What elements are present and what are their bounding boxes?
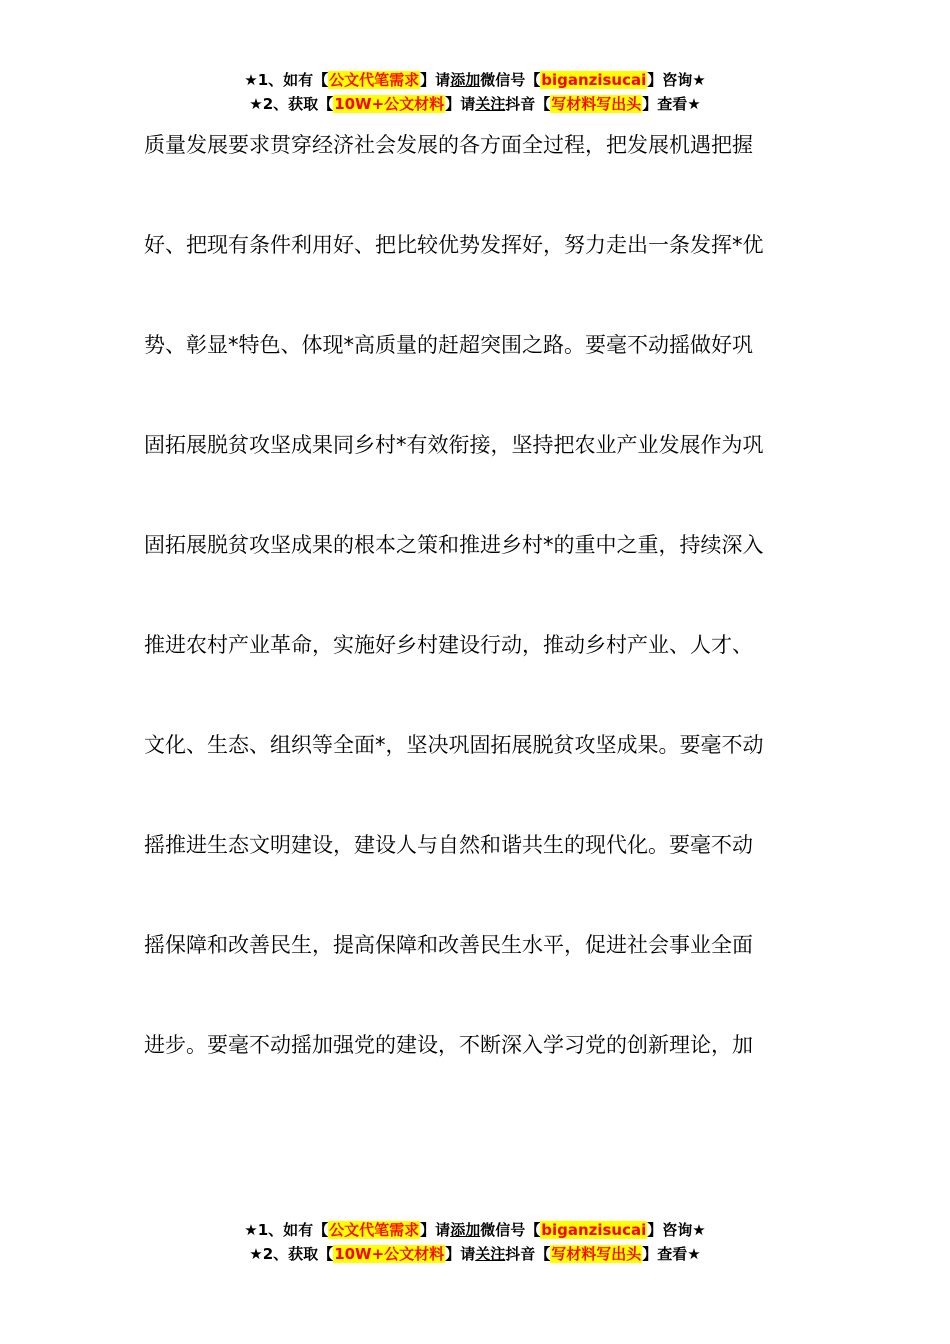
materials-highlight: 10W+公文材料 <box>334 1245 445 1263</box>
footer-banner <box>0 1218 950 1266</box>
body-line: 固拓展脱贫攻坚成果同乡村*有效衔接，坚持把农业产业发展作为巩 <box>144 433 764 457</box>
footer-line-2: ★2、获取【10W+公文材料】请关注抖音【写材料写出头】查看★ <box>249 1245 701 1263</box>
body-line: 文化、生态、组织等全面*，坚决巩固拓展脱贫攻坚成果。要毫不动 <box>144 733 764 757</box>
service-highlight: 公文代笔需求 <box>329 1221 420 1239</box>
footer-line-1: ★1、如有【公文代笔需求】请添加微信号【biganzisucai】咨询★ <box>244 1221 706 1239</box>
wechat-id-highlight: biganzisucai <box>541 71 647 89</box>
header-banner <box>0 68 950 116</box>
service-highlight: 公文代笔需求 <box>329 71 420 89</box>
document-body <box>144 120 824 1120</box>
body-line: 势、彰显*特色、体现*高质量的赶超突围之路。要毫不动摇做好巩 <box>144 333 753 357</box>
body-line: 质量发展要求贯穿经济社会发展的各方面全过程，把发展机遇把握 <box>144 133 753 157</box>
body-line: 进步。要毫不动摇加强党的建设，不断深入学习党的创新理论，加 <box>144 1033 753 1057</box>
materials-highlight: 10W+公文材料 <box>334 95 445 113</box>
douyin-id-highlight: 写材料写出头 <box>551 1245 642 1263</box>
body-line: 好、把现有条件利用好、把比较优势发挥好，努力走出一条发挥*优 <box>144 233 764 257</box>
body-line: 摇保障和改善民生，提高保障和改善民生水平，促进社会事业全面 <box>144 933 753 957</box>
body-line: 推进农村产业革命，实施好乡村建设行动，推动乡村产业、人才、 <box>144 633 753 657</box>
header-line-2: ★2、获取【10W+公文材料】请关注抖音【写材料写出头】查看★ <box>249 95 701 113</box>
body-line: 固拓展脱贫攻坚成果的根本之策和推进乡村*的重中之重，持续深入 <box>144 533 764 557</box>
wechat-id-highlight: biganzisucai <box>541 1221 647 1239</box>
body-line: 摇推进生态文明建设，建设人与自然和谐共生的现代化。要毫不动 <box>144 833 753 857</box>
header-line-1: ★1、如有【公文代笔需求】请添加微信号【biganzisucai】咨询★ <box>244 71 706 89</box>
douyin-id-highlight: 写材料写出头 <box>551 95 642 113</box>
